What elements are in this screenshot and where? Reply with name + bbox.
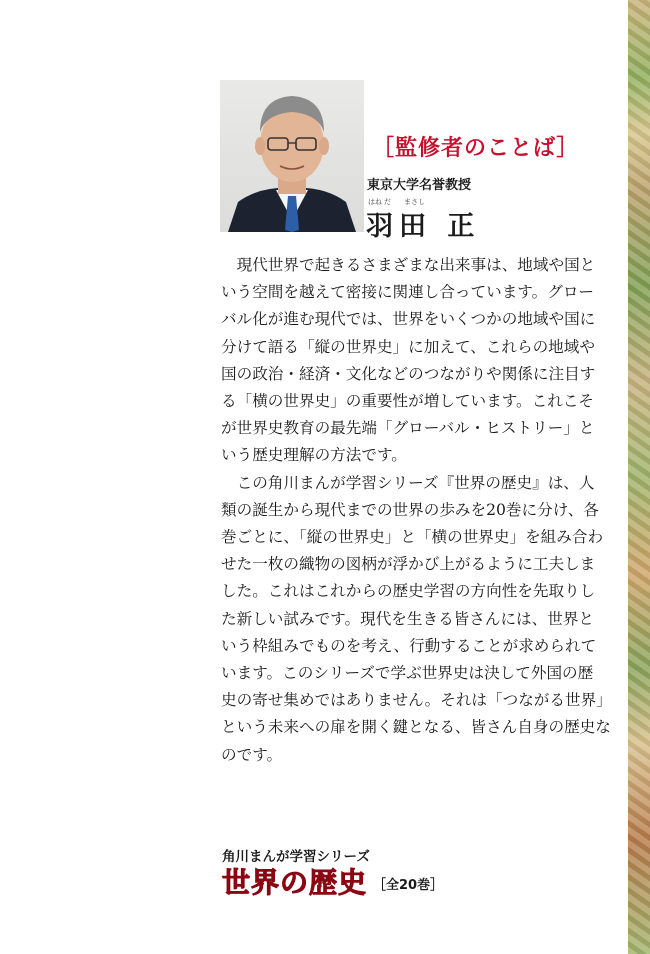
message-body (221, 252, 621, 769)
body-line: いう空間を越えて密接に関連し合っています。グロー (221, 283, 595, 302)
name-ruby-3: まさし (404, 198, 425, 206)
body-line: 史の寄せ集めではありません。それは「つながる世界」 (221, 691, 612, 710)
body-line: いう枠組みでものを考え、行動することが求められて (221, 636, 597, 655)
body-line: 分けて語る「縦の世界史」に加えて、これらの地域や (221, 337, 595, 356)
supervisor-photo (220, 80, 364, 232)
body-line: バル化が進む現代では、世界をいくつかの地域や国に (221, 310, 596, 329)
name-ruby-2: だ (384, 198, 391, 206)
name-ruby-1: はね (368, 198, 382, 206)
supervisor-name: 羽田 正 (366, 211, 481, 242)
series-title-row (222, 866, 443, 900)
cover-artwork-strip (628, 0, 650, 954)
body-line: た新しい試みです。現代を生きる皆さんには、世界と (221, 609, 595, 628)
body-line: せた一枚の織物の図柄が浮かび上がるように工夫しま (221, 555, 596, 574)
body-line: 巻ごとに、「縦の世界史」と「横の世界史」を組み合わ (221, 528, 604, 547)
series-volume-count: ［全20巻］ (373, 877, 444, 893)
body-line: 現代世界で起きるさまざまな出来事は、地域や国と (221, 256, 596, 274)
body-line: 国の政治・経済・文化などのつながりや関係に注目す (221, 364, 596, 383)
body-line: います。このシリーズで学ぶ世界史は決して外国の歴 (221, 664, 594, 683)
body-line: いう歴史理解の方法です。 (221, 446, 407, 465)
body-line: という未来への扉を開く鍵となる、皆さん自身の歴史な (221, 718, 611, 737)
body-line: る「横の世界史」の重要性が増しています。これこそ (221, 392, 595, 411)
supervisor-affiliation: 東京大学名誉教授 (367, 178, 472, 193)
supervisor-message-heading: ［監修者のことば］ (372, 136, 580, 161)
body-line: のです。 (221, 745, 283, 764)
series-logo (222, 845, 443, 900)
series-subtitle: 角川まんが学習シリーズ (222, 849, 370, 865)
series-title: 世界の歴史 (222, 866, 368, 899)
body-line: が世界史教育の最先端「グローバル・ヒストリー」と (221, 419, 595, 438)
body-line: この角川まんが学習シリーズ『世界の歴史』は、人 (221, 473, 595, 492)
body-line: した。これはこれからの歴史学習の方向性を先取りし (221, 582, 596, 601)
body-line: 類の誕生から現代までの世界の歩みを20巻に分け、各 (221, 500, 599, 519)
